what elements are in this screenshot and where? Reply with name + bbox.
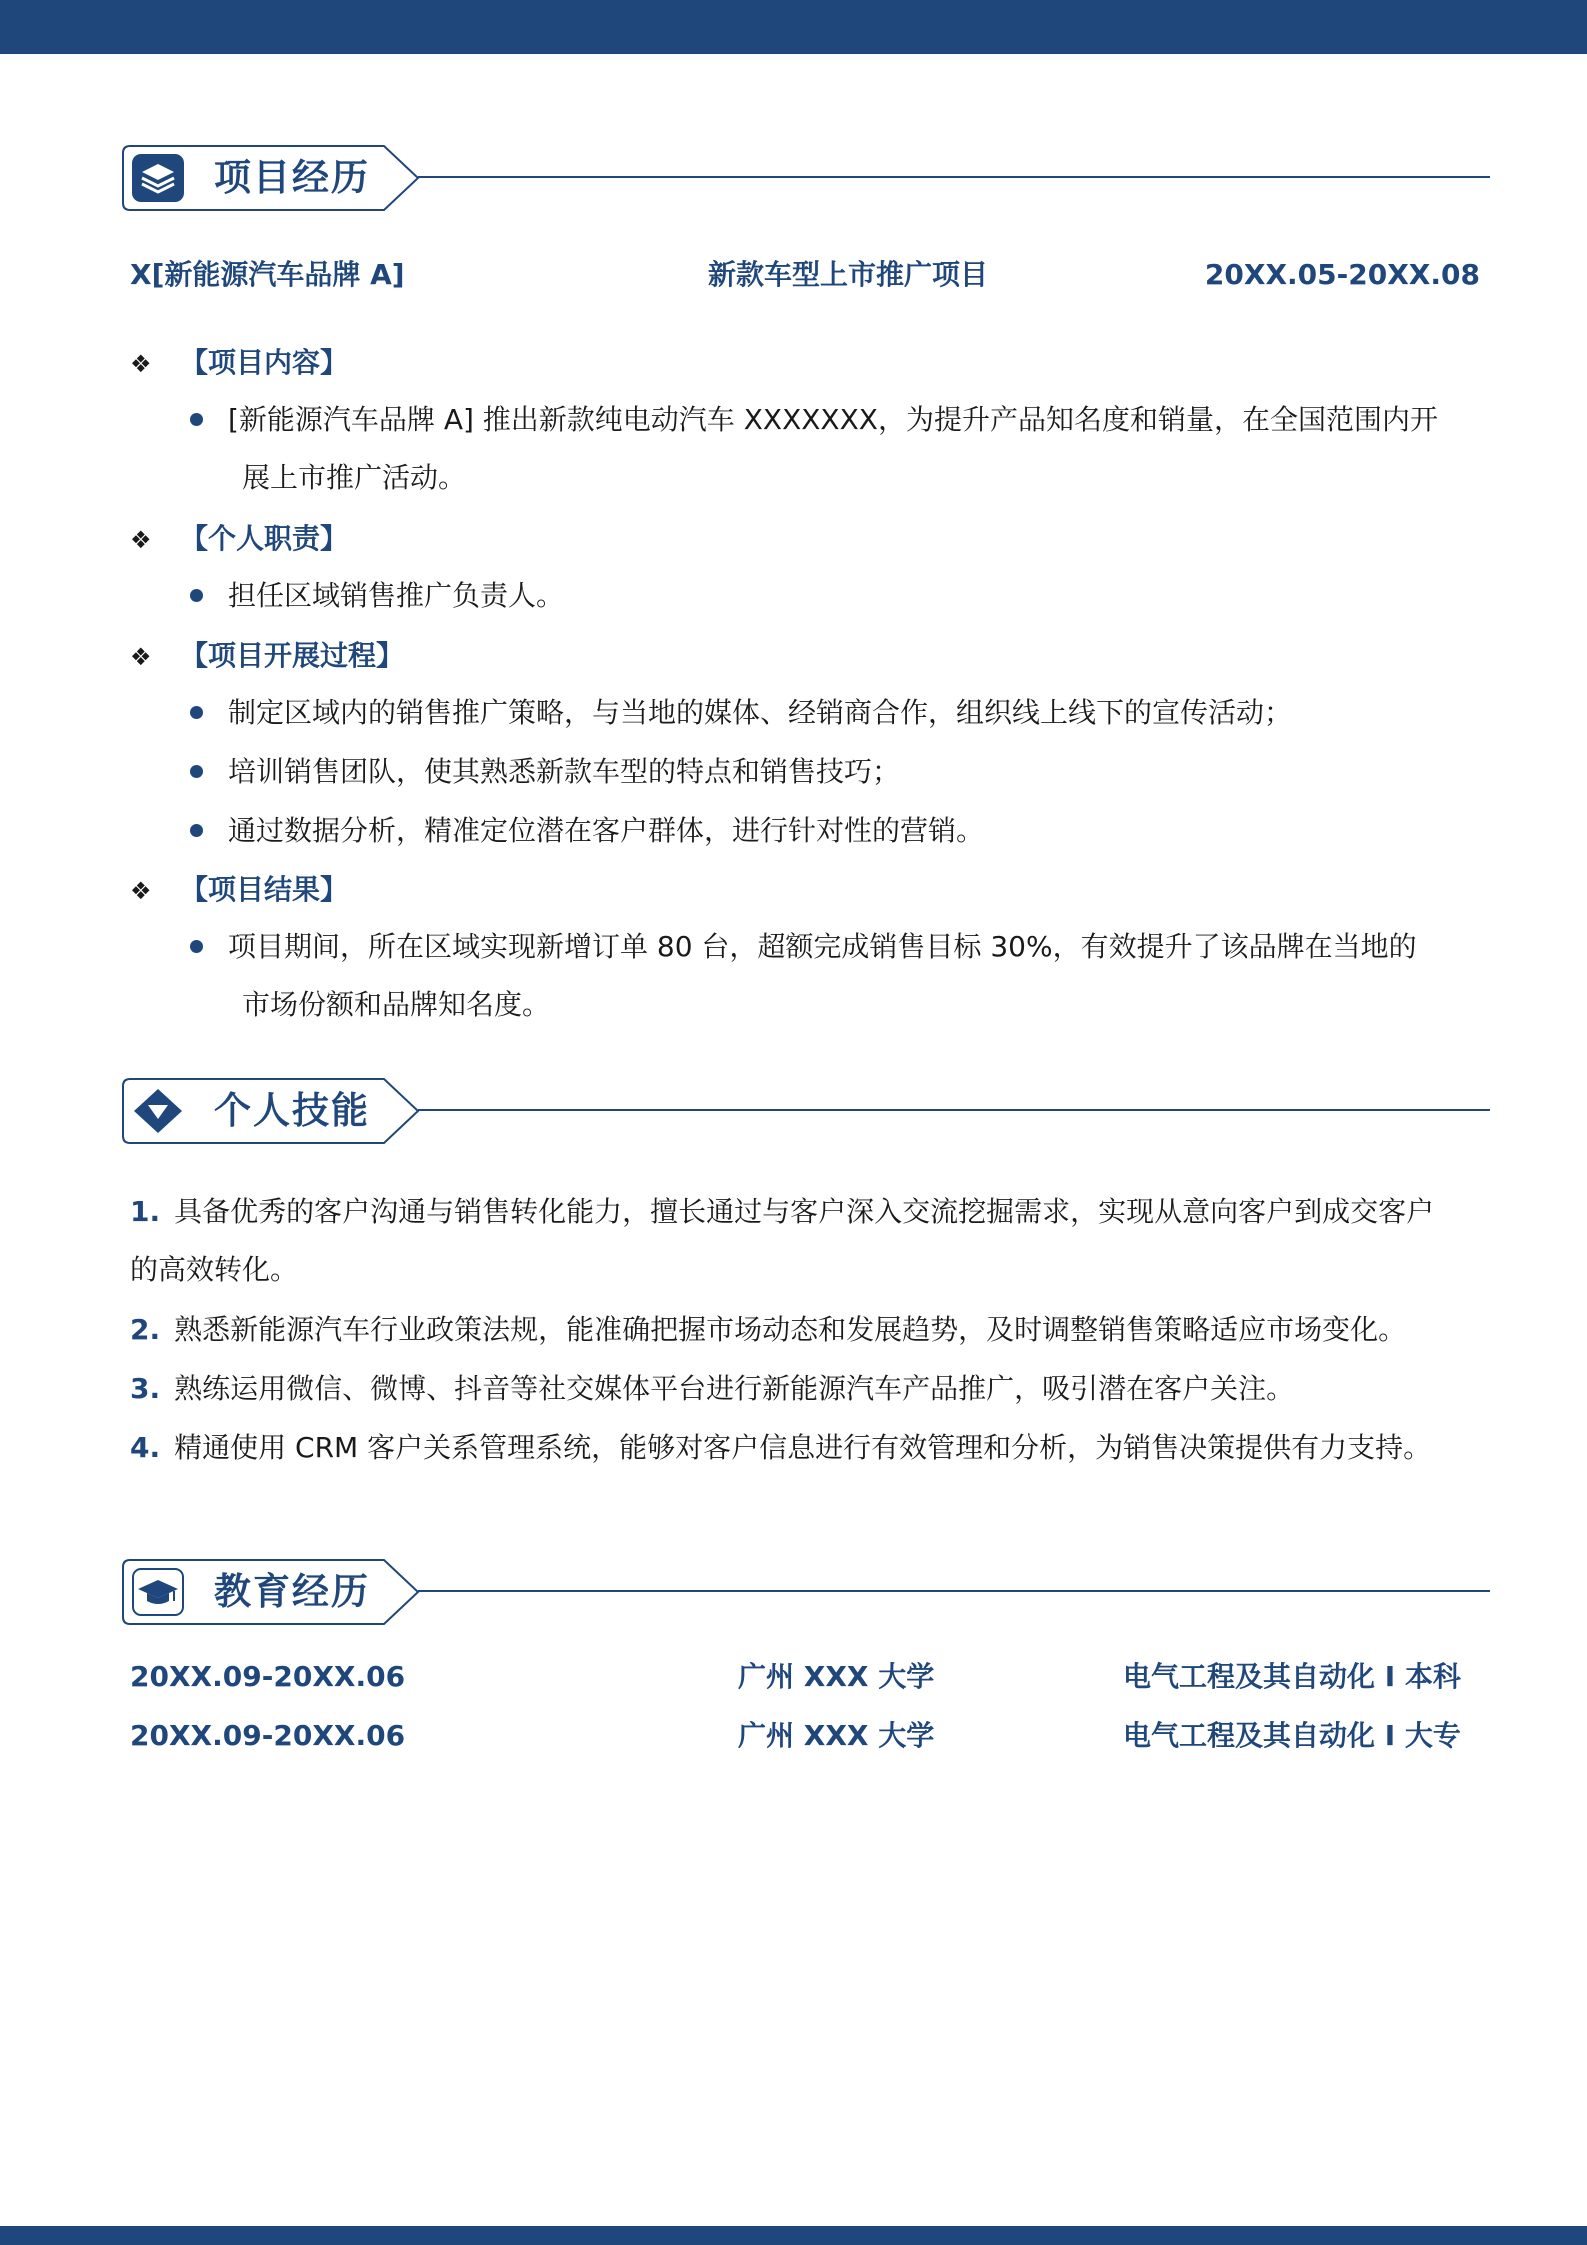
skill-item: 4. 精通使用 CRM 客户关系管理系统，能够对客户信息进行有效管理和分析，为销售决策提供有力支持。 <box>130 1431 1432 1464</box>
project-period: 20XX.05-20XX.08 <box>1204 258 1480 291</box>
project-meta-row <box>130 255 1480 295</box>
top-decor-bar <box>0 0 1587 54</box>
project-group-heading: ❖ 【项目开展过程】 <box>130 636 404 677</box>
education-school: 广州 XXX 大学 <box>738 1660 935 1693</box>
section-rule <box>418 1109 1490 1111</box>
education-period: 20XX.09-20XX.06 <box>130 1719 406 1752</box>
diamond-bullet-icon: ❖ <box>130 877 152 905</box>
education-major: 电气工程及其自动化 I 本科 <box>1123 1660 1461 1693</box>
section-title: 项目经历 <box>214 156 370 199</box>
diamond-bullet-icon: ❖ <box>130 350 152 378</box>
education-row <box>130 1657 1490 1697</box>
list-item: 项目期间，所在区域实现新增订单 80 台，超额完成销售目标 30%，有效提升了该品牌在当地的 市场份额和品牌知名度。 <box>190 918 1490 1034</box>
project-name: 新款车型上市推广项目 <box>708 258 989 291</box>
bullet-dot-icon <box>190 824 203 837</box>
list-item: 担任区域销售推广负责人。 <box>190 567 1490 625</box>
diamond-icon <box>132 1087 184 1135</box>
education-school: 广州 XXX 大学 <box>738 1719 935 1752</box>
diamond-bullet-icon: ❖ <box>130 643 152 671</box>
bottom-decor-bar <box>0 2226 1587 2245</box>
section-rule <box>418 1590 1490 1592</box>
project-group-heading: ❖ 【项目结果】 <box>130 870 348 911</box>
section-header-education <box>122 1559 1490 1625</box>
education-row <box>130 1716 1490 1756</box>
education-major: 电气工程及其自动化 I 大专 <box>1123 1719 1461 1752</box>
list-item: 通过数据分析，精准定位潜在客户群体，进行针对性的营销。 <box>190 802 1490 860</box>
bullet-dot-icon <box>190 765 203 778</box>
section-header-project <box>122 145 1490 211</box>
project-company: X[新能源汽车品牌 A] <box>130 258 405 291</box>
section-title: 教育经历 <box>214 1570 370 1613</box>
section-title: 个人技能 <box>214 1089 370 1132</box>
list-item: 制定区域内的销售推广策略，与当地的媒体、经销商合作，组织线上线下的宣传活动； <box>190 684 1490 742</box>
list-item: [新能源汽车品牌 A] 推出新款纯电动汽车 XXXXXXX，为提升产品知名度和销量，在全国范围内开 展上市推广活动。 <box>190 391 1490 507</box>
project-group-heading: ❖ 【个人职责】 <box>130 519 348 560</box>
graduation-cap-icon <box>132 1568 184 1616</box>
bullet-dot-icon <box>190 413 203 426</box>
diamond-bullet-icon: ❖ <box>130 526 152 554</box>
layers-icon <box>132 154 184 202</box>
bullet-dot-icon <box>190 940 203 953</box>
skill-item: 1. 具备优秀的客户沟通与销售转化能力，擅长通过与客户深入交流挖掘需求，实现从意向客户到成交客户 的高效转化。 <box>130 1195 1435 1286</box>
bullet-dot-icon <box>190 706 203 719</box>
skill-item: 3. 熟练运用微信、微博、抖音等社交媒体平台进行新能源汽车产品推广，吸引潜在客户关注。 <box>130 1372 1295 1405</box>
project-group-heading: ❖ 【项目内容】 <box>130 343 348 384</box>
bullet-dot-icon <box>190 589 203 602</box>
skill-item: 2. 熟悉新能源汽车行业政策法规，能准确把握市场动态和发展趋势，及时调整销售策略适应市场变化。 <box>130 1313 1407 1346</box>
section-header-skills <box>122 1078 1490 1144</box>
section-rule <box>418 176 1490 178</box>
list-item: 培训销售团队，使其熟悉新款车型的特点和销售技巧； <box>190 743 1490 801</box>
education-period: 20XX.09-20XX.06 <box>130 1660 406 1693</box>
